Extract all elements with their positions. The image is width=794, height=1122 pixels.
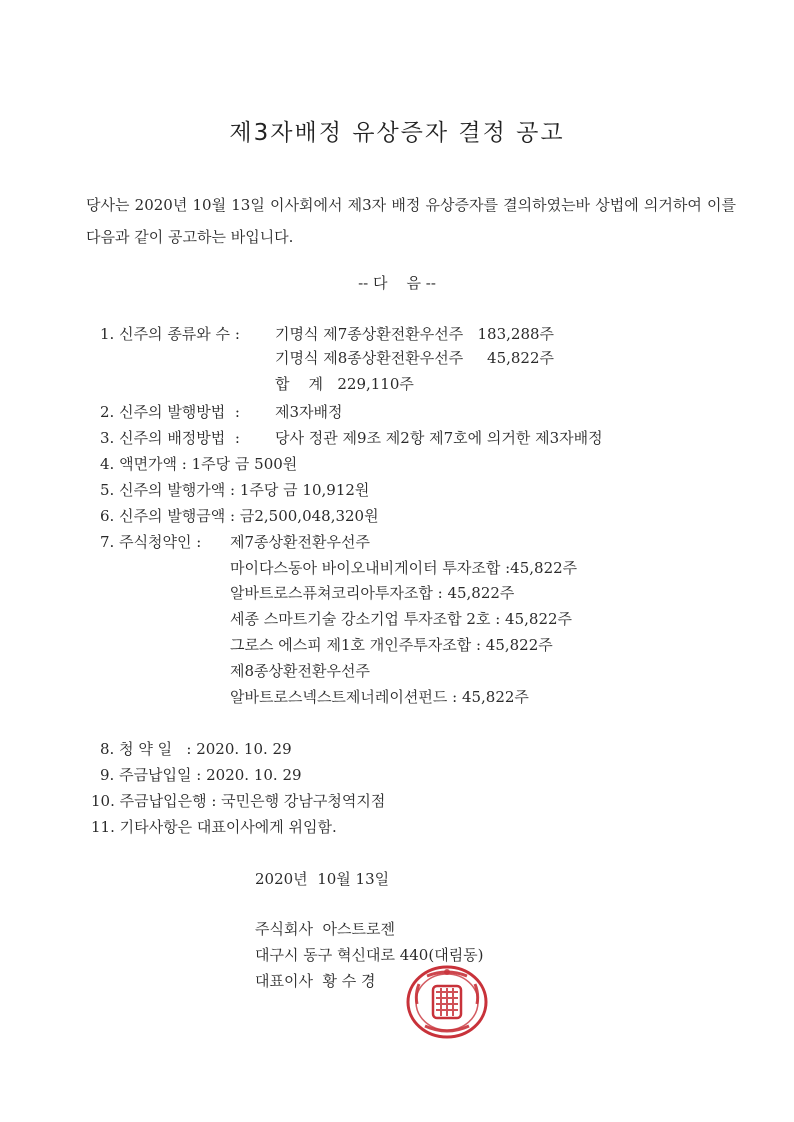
item-8: 8. 청 약 일 : 2020. 10. 29 — [100, 740, 292, 758]
item-7-subscriber-3: 세종 스마트기술 강소기업 투자조합 2호 : 45,822주 — [230, 610, 573, 628]
item-1-line-1: 기명식 제7종상환전환우선주 183,288주 — [275, 325, 555, 343]
item-7-group-1: 제7종상환전환우선주 — [230, 533, 370, 551]
seal-icon — [405, 964, 491, 1040]
item-2-label: 2. 신주의 발행방법 : — [100, 403, 240, 421]
document-title: 제3자배정 유상증자 결정 공고 — [229, 120, 565, 146]
item-5: 5. 신주의 발행가액 : 1주당 금 10,912원 — [100, 481, 370, 499]
item-7-label: 7. 주식청약인 : — [100, 533, 202, 551]
company-address: 대구시 동구 혁신대로 440(대림동) — [255, 946, 484, 964]
section-separator: -- 다 음 -- — [358, 274, 436, 292]
item-9: 9. 주금납입일 : 2020. 10. 29 — [100, 766, 302, 784]
ceo-name: 대표이사 황 수 경 — [255, 972, 376, 990]
item-1-label: 1. 신주의 종류와 수 : — [100, 325, 240, 343]
item-6: 6. 신주의 발행금액 : 금2,500,048,320원 — [100, 507, 379, 525]
company-name: 주식회사 아스트로젠 — [255, 920, 395, 938]
item-1-line-2: 기명식 제8종상환전환우선주 45,822주 — [275, 349, 555, 367]
item-7-subscriber-4: 그로스 에스피 제1호 개인주투자조합 : 45,822주 — [230, 636, 553, 654]
item-7-subscriber-5: 알바트로스넥스트제너레이션펀드 : 45,822주 — [230, 688, 529, 706]
intro-paragraph: 당사는 2020년 10월 13일 이사회에서 제3자 배정 유상증자를 결의하였는바 상법에 의거하여 이를 다음과 같이 공고하는 바입니다. — [86, 196, 736, 246]
company-seal-stamp — [405, 964, 491, 1040]
item-3-label: 3. 신주의 배정방법 : — [100, 429, 240, 447]
item-7-group-2: 제8종상환전환우선주 — [230, 662, 370, 680]
item-7-subscriber-1: 마이다스동아 바이오내비게이터 투자조합 :45,822주 — [230, 559, 578, 577]
item-1-total: 합 계 229,110주 — [275, 375, 414, 393]
item-4: 4. 액면가액 : 1주당 금 500원 — [100, 455, 298, 473]
notice-date: 2020년 10월 13일 — [255, 870, 390, 888]
item-10: 10. 주금납입은행 : 국민은행 강남구청역지점 — [91, 792, 386, 810]
item-7-subscriber-2: 알바트로스퓨쳐코리아투자조합 : 45,822주 — [230, 584, 515, 602]
item-11: 11. 기타사항은 대표이사에게 위임함. — [91, 818, 337, 836]
item-2-value: 제3자배정 — [275, 403, 343, 421]
item-3-value: 당사 정관 제9조 제2항 제7호에 의거한 제3자배정 — [275, 429, 603, 447]
